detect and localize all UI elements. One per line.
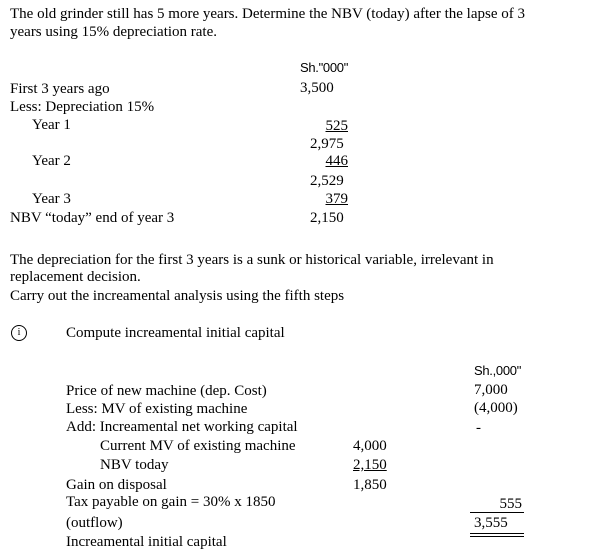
outflow-label: (outflow) bbox=[66, 515, 123, 531]
year-1-label: Year 1 bbox=[32, 117, 71, 133]
nbv-today-value: 2,150 bbox=[310, 210, 344, 226]
gain-disposal-value: 1,850 bbox=[353, 477, 387, 493]
year-2-label: Year 2 bbox=[32, 153, 71, 169]
less-depreciation-label: Less: Depreciation 15% bbox=[10, 99, 155, 115]
after-year-2-value: 2,529 bbox=[310, 173, 344, 189]
mv-existing-label: Less: MV of existing machine bbox=[66, 401, 248, 417]
nbv-today-step-label: NBV today bbox=[100, 457, 169, 473]
after-year-1-value: 2,975 bbox=[310, 136, 344, 152]
note-line-2: replacement decision. bbox=[10, 269, 141, 285]
nwc-label: Add: Increamental net working capital bbox=[66, 419, 298, 435]
intro-line-2: years using 15% depreciation rate. bbox=[10, 24, 218, 40]
note-line-1: The depreciation for the first 3 years is a sunk or historical variable, irrelevant in bbox=[10, 252, 494, 268]
mv-existing-value: (4,000) bbox=[474, 400, 518, 416]
total-rule-2 bbox=[470, 536, 524, 537]
intro-line-1: The old grinder still has 5 more years. Determine the NBV (today) after the lapse of 3 bbox=[10, 6, 525, 22]
tax-payable-label: Tax payable on gain = 30% x 1850 bbox=[66, 494, 276, 510]
nbv-today-label: NBV “today” end of year 3 bbox=[10, 210, 175, 226]
year-1-value: 525 bbox=[325, 118, 348, 134]
subtotal-rule bbox=[470, 512, 524, 513]
step-heading: Compute increamental initial capital bbox=[66, 325, 285, 341]
price-new-machine-value: 7,000 bbox=[474, 382, 508, 398]
current-mv-label: Current MV of existing machine bbox=[100, 438, 296, 454]
note-line-3: Carry out the increamental analysis using the fifth steps bbox=[10, 288, 345, 304]
first-3-years-value: 3,500 bbox=[300, 80, 334, 96]
gain-disposal-label: Gain on disposal bbox=[66, 477, 167, 493]
current-mv-value: 4,000 bbox=[353, 438, 387, 454]
nwc-value: - bbox=[476, 420, 481, 436]
year-2-value: 446 bbox=[325, 153, 348, 169]
initial-capital-label: Increamental initial capital bbox=[66, 534, 227, 550]
first-3-years-label: First 3 years ago bbox=[10, 81, 110, 97]
step-currency-header: Sh.,000" bbox=[474, 363, 522, 378]
step-marker: i bbox=[11, 325, 27, 341]
initial-capital-total: 3,555 bbox=[474, 515, 508, 531]
tax-payable-value: 555 bbox=[499, 496, 522, 512]
price-new-machine-label: Price of new machine (dep. Cost) bbox=[66, 383, 267, 399]
year-3-label: Year 3 bbox=[32, 191, 71, 207]
total-rule-1 bbox=[470, 533, 524, 534]
year-3-value: 379 bbox=[325, 191, 348, 207]
currency-header: Sh."000" bbox=[300, 60, 349, 75]
nbv-today-step-value: 2,150 bbox=[353, 457, 387, 473]
